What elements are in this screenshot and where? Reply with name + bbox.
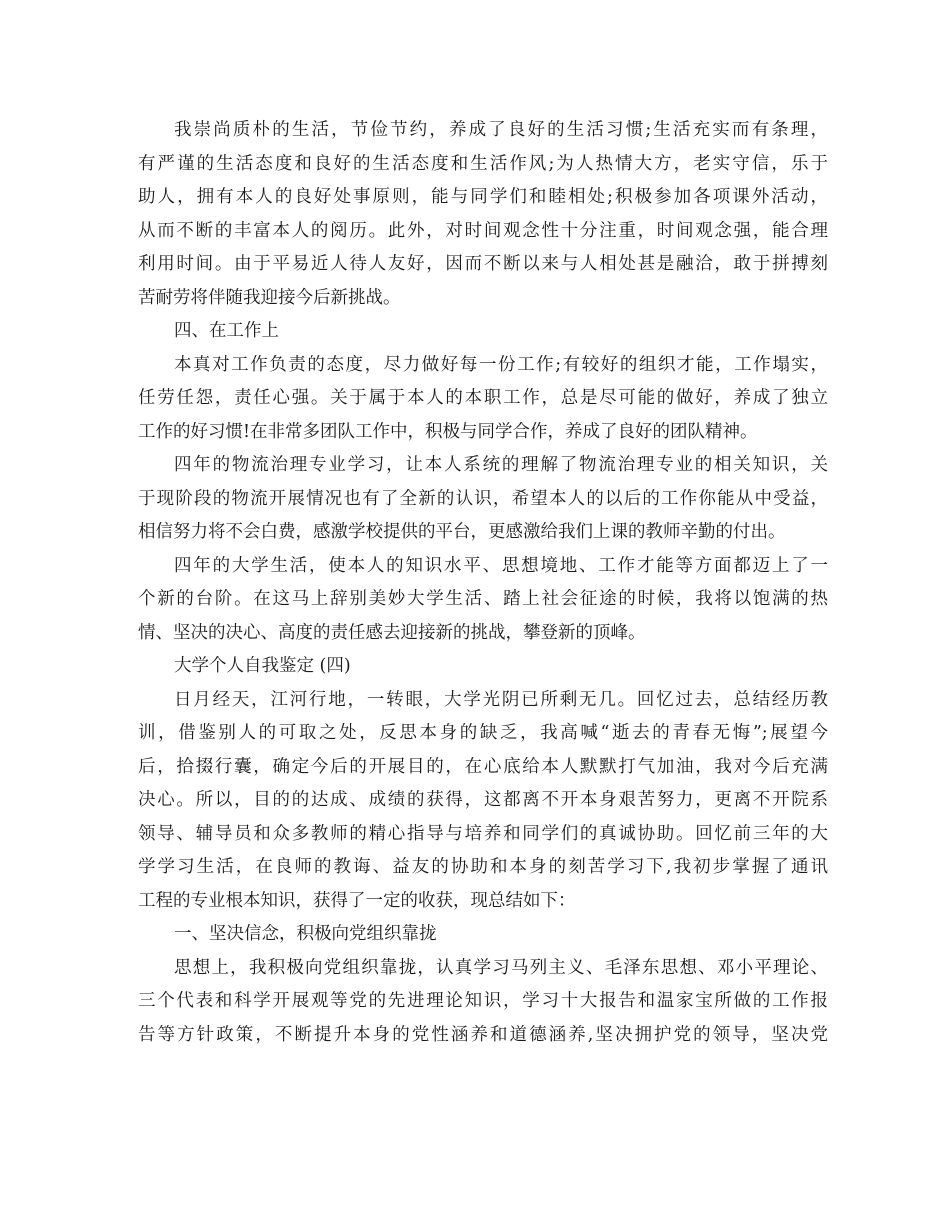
paragraph-line: 后，拾掇行囊，确定今后的开展目的，在心底给本人默默打气加油，我对今后充满 [138,756,828,777]
paragraph-line: 训，借鉴别人的可取之处，反思本身的缺乏，我高喊“逝去的青春无悔”;展望今 [138,723,828,743]
paragraph-line: 工程的专业根本知识，获得了一定的收获，现总结如下： [138,890,576,911]
paragraph-line: 任劳任怨，责任心强。关于属于本人的本职工作，总是尽可能的做好，养成了独立 [138,388,828,408]
paragraph-line: 学学习生活，在良师的教诲、益友的协助和本身的刻苦学习下,我初步掌握了通讯 [138,857,828,877]
paragraph-line: 四年的物流治理专业学习，让本人系统的理解了物流治理专业的相关知识，关 [174,455,828,475]
paragraph-line: 告等方针政策，不断提升本身的党性涵养和道德涵养,坚决拥护党的领导，坚决党 [138,1024,828,1045]
paragraph-line: 三个代表和科学开展观等党的先进理论知识，学习十大报告和温家宝所做的工作报 [138,991,828,1011]
section-heading: 大学个人自我鉴定 (四) [174,656,351,676]
document-body [138,114,828,1052]
paragraph-line: 思想上，我积极向党组织靠拢，认真学习马列主义、毛泽东思想、邓小平理论、 [174,957,828,978]
paragraph-line: 本真对工作负责的态度，尽力做好每一份工作;有较好的组织才能，工作塌实， [174,354,828,375]
paragraph-line: 利用时间。由于平易近人待人友好，因而不断以来与人相处甚是融洽，敢于拼搏刻 [138,254,828,274]
paragraph-line: 日月经天，江河行地，一转眼，大学光阴已所剩无几。回忆过去，总结经历教 [174,689,828,710]
paragraph-line: 相信努力将不会白费，感激学校提供的平台，更感激给我们上课的教师辛勤的付出。 [138,522,786,542]
paragraph-line: 苦耐劳将伴随我迎接今后新挑战。 [138,287,401,308]
paragraph-line: 工作的好习惯!在非常多团队工作中，积极与同学合作，养成了良好的团队精神。 [138,421,758,442]
paragraph-line: 于现阶段的物流开展情况也有了全新的认识，希望本人的以后的工作你能从中受益， [138,488,828,509]
paragraph-line: 决心。所以，目的的达成、成绩的获得，这都离不开本身艰苦努力，更离不开院系 [138,790,828,810]
section-heading: 一、坚决信念，积极向党组织靠拢 [174,924,437,944]
paragraph-line: 领导、辅导员和众多教师的精心指导与培养和同学们的真诚协助。回忆前三年的大 [138,823,828,844]
paragraph-line: 从而不断的丰富本人的阅历。此外，对时间观念性十分注重，时间观念强，能合理 [138,220,828,241]
paragraph-line: 我崇尚质朴的生活，节俭节约，养成了良好的生活习惯;生活充实而有条理， [174,120,828,140]
paragraph-line: 四年的大学生活，使本人的知识水平、思想境地、工作才能等方面都迈上了一 [174,555,828,576]
paragraph-line: 情、坚决的决心、高度的责任感去迎接新的挑战，攀登新的顶峰。 [138,622,646,643]
paragraph-line: 助人，拥有本人的良好处事原则，能与同学们和睦相处;积极参加各项课外活动， [138,187,828,207]
section-heading: 四、在工作上 [174,321,279,341]
paragraph-line: 有严谨的生活态度和良好的生活态度和生活作风;为人热情大方，老实守信，乐于 [138,153,828,174]
paragraph-line: 个新的台阶。在这马上辞别美妙大学生活、踏上社会征途的时候，我将以饱满的热 [138,589,828,609]
